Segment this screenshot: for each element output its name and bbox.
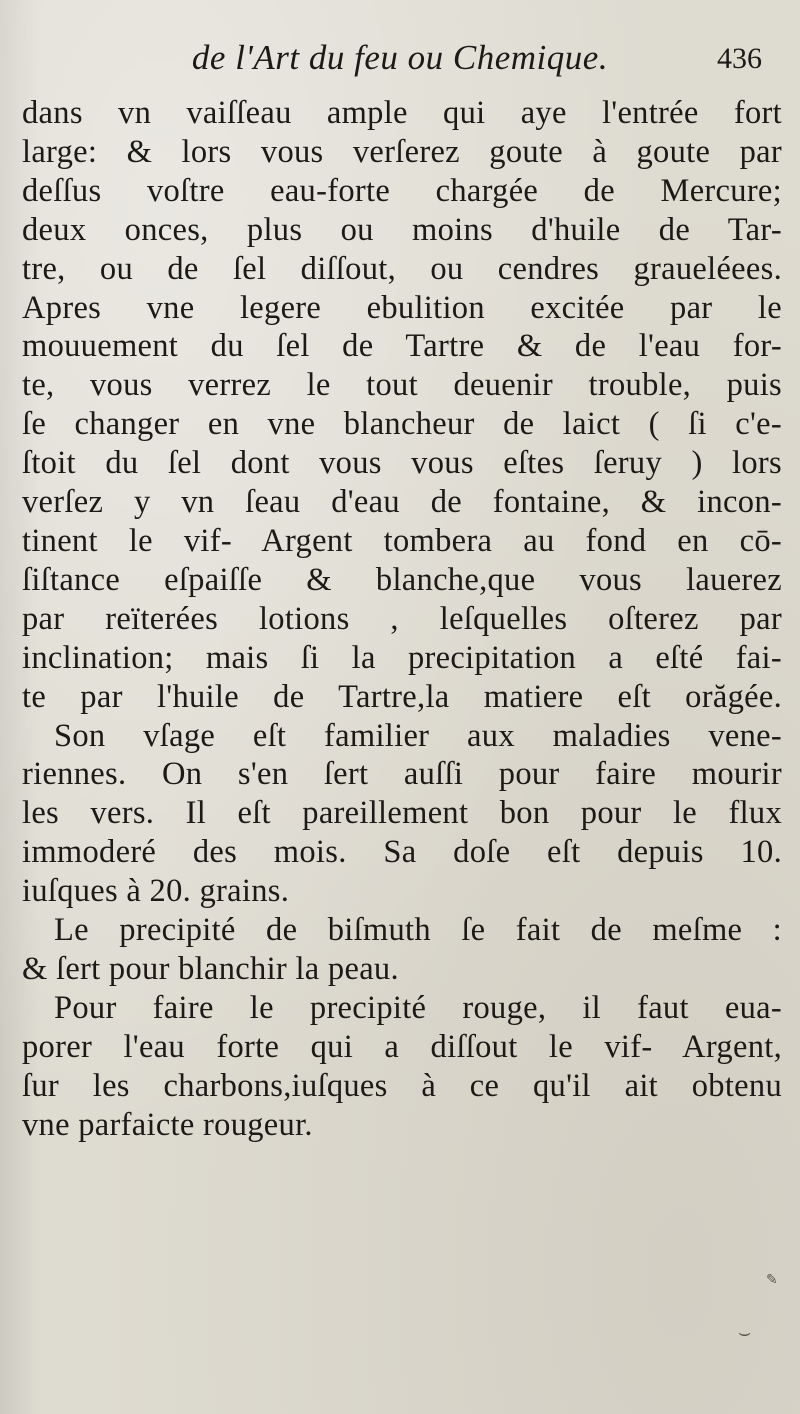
text-line: deſſus voſtre eau-forte chargée de Mercure;	[22, 172, 782, 209]
text-line: verſez y vn ſeau d'eau de fontaine, & incon-	[22, 484, 782, 521]
text-line: ſur les charbons,iuſques à ce qu'il ait obtenu	[22, 1067, 782, 1104]
text-line: mouuement du ſel de Tartre & de l'eau for-	[22, 328, 782, 365]
text-line: & ſert pour blanchir la peau.	[22, 950, 399, 987]
text-line: ſiſtance eſpaiſſe & blanche,que vous lauerez	[22, 561, 782, 598]
page-number: 436	[717, 42, 762, 75]
body-text	[22, 94, 782, 1144]
text-line: ſe changer en vne blancheur de laict ( ſi c'e-	[22, 406, 782, 443]
ink-mark: ⌣	[738, 1322, 752, 1344]
text-line: dans vn vaiſſeau ample qui aye l'entrée fort	[22, 95, 782, 131]
text-line: deux onces, plus ou moins d'huile de Tar-	[22, 211, 782, 248]
text-line: tre, ou de ſel diſſout, ou cendres graueléees.	[22, 250, 782, 287]
text-line: les vers. Il eſt pareillement bon pour le flux	[22, 795, 782, 832]
text-line: te par l'huile de Tartre,la matiere eſt orăgée.	[22, 678, 782, 715]
text-line: te, vous verrez le tout deuenir trouble, puis	[22, 367, 782, 404]
text-line: par reïterées lotions , leſquelles oſterez par	[22, 600, 782, 637]
text-line: riennes. On s'en ſert auſſi pour faire mourir	[22, 756, 782, 793]
text-line: inclination; mais ſi la precipitation a eſté fai-	[22, 639, 782, 676]
text-line: ſtoit du ſel dont vous vous eſtes ſeruy ) lors	[22, 445, 782, 482]
text-line: Apres vne legere ebulition excitée par le	[22, 289, 782, 326]
text-line: porer l'eau forte qui a diſſout le vif- Argent,	[22, 1028, 782, 1065]
text-line: iuſques à 20. grains.	[22, 873, 290, 910]
text-line: vne parfaicte rougeur.	[22, 1106, 313, 1143]
running-head-title: de l'Art du feu ou Chemique.	[191, 38, 609, 77]
text-line: Le precipité de biſmuth ſe fait de meſme :	[54, 912, 782, 949]
text-line: tinent le vif- Argent tombera au fond en cō-	[22, 522, 782, 559]
text-line: Pour faire le precipité rouge, il faut eua-	[54, 989, 782, 1026]
text-line: Son vſage eſt familier aux maladies vene-	[54, 717, 782, 754]
text-line: immoderé des mois. Sa doſe eſt depuis 10.	[22, 834, 782, 871]
running-head	[0, 38, 800, 98]
text-line: large: & lors vous verſerez goute à goute par	[22, 133, 782, 170]
ink-mark: ✎	[766, 1273, 778, 1288]
